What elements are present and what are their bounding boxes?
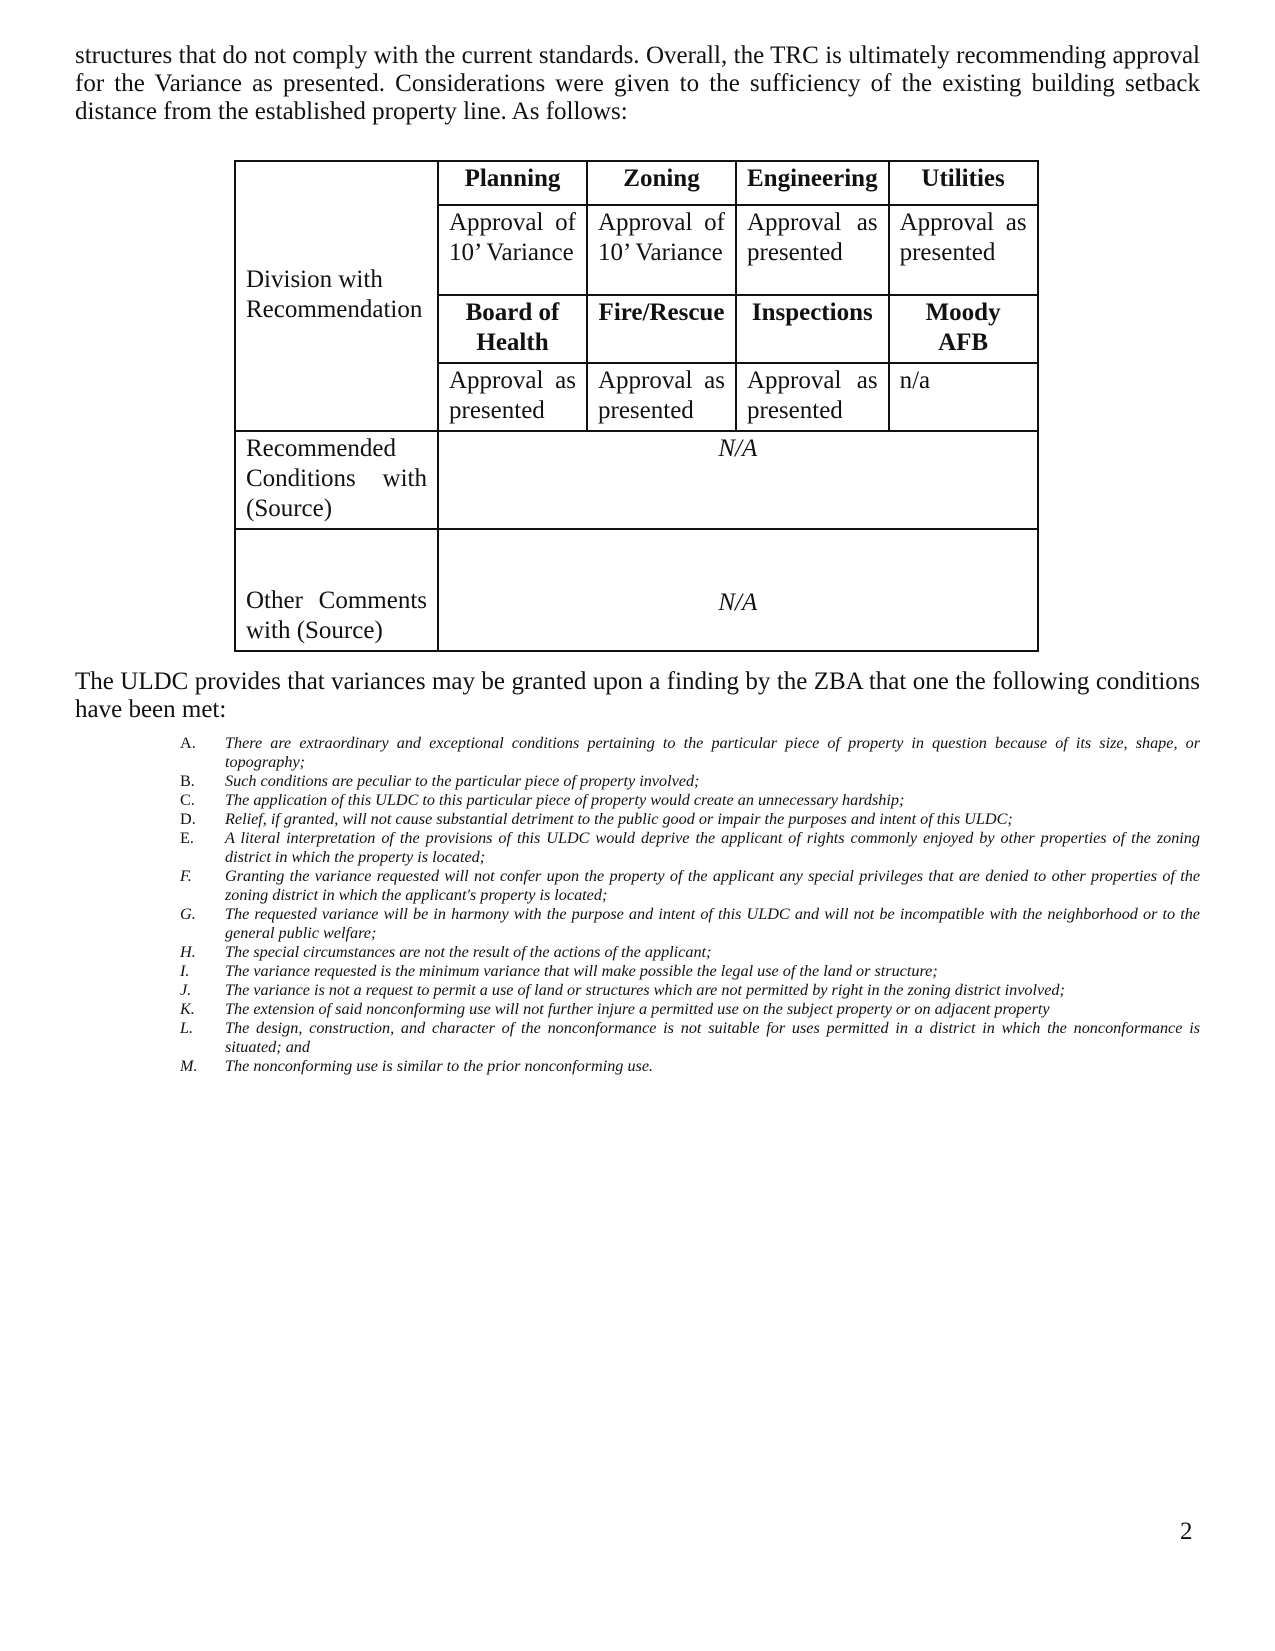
intro-line-1: structures that do not comply with the current standards. Overall, the TRC is ultimately recommending approval xyxy=(75,42,1200,69)
list-letter: E. xyxy=(180,829,194,847)
list-text: The variance is not a request to permit a use of land or structures which are not permitted by right in the zoning district involved; xyxy=(225,981,1065,999)
list-text: Such conditions are peculiar to the particular piece of property involved; xyxy=(225,772,700,790)
other-comments-value: N/A xyxy=(438,529,1038,651)
trc-recommendation-table xyxy=(234,160,1039,652)
list-item xyxy=(180,962,1200,981)
division-with-recommendation-label xyxy=(235,161,438,431)
list-text: Granting the variance requested will not confer upon the property of the applicant any special privileges that are denied to other properties of the zoning district in which the applicant's property is located; xyxy=(225,867,1200,904)
list-item xyxy=(180,1019,1200,1057)
list-letter: A. xyxy=(180,734,196,752)
zoning-value: Approval of 10’ Variance xyxy=(587,205,736,295)
list-item xyxy=(180,791,1200,810)
fire-rescue-value: Approval as presented xyxy=(587,363,736,431)
list-letter: G. xyxy=(180,905,196,923)
list-text: The requested variance will be in harmony with the purpose and intent of this ULDC and will not be incompatible with the neighborhood or to the general public welfare; xyxy=(225,905,1200,942)
uldc-paragraph: The ULDC provides that variances may be granted upon a finding by the ZBA that one the following conditions have been met: xyxy=(75,668,1200,723)
list-letter: B. xyxy=(180,772,195,790)
list-item xyxy=(180,1057,1200,1076)
list-item xyxy=(180,905,1200,943)
list-letter: L. xyxy=(180,1019,194,1037)
list-letter: K. xyxy=(180,1000,195,1018)
planning-header: Planning xyxy=(438,161,587,205)
planning-value: Approval of 10’ Variance xyxy=(438,205,587,295)
list-text: Relief, if granted, will not cause substantial detriment to the public good or impair the purposes and intent of this ULDC; xyxy=(225,810,1013,828)
list-item xyxy=(180,772,1200,791)
list-item xyxy=(180,810,1200,829)
board-of-health-value: Approval as presented xyxy=(438,363,587,431)
division-label-text: Division with Recommendation xyxy=(246,266,423,323)
engineering-value: Approval as presented xyxy=(736,205,889,295)
inspections-header: Inspections xyxy=(736,295,889,363)
conditions-list xyxy=(180,734,1200,1076)
engineering-header: Engineering xyxy=(736,161,889,205)
comments-label-text: Other Comments with (Source) xyxy=(246,587,427,644)
list-text: The special circumstances are not the result of the actions of the applicant; xyxy=(225,943,712,961)
recommended-conditions-label xyxy=(235,431,438,529)
recommended-conditions-value: N/A xyxy=(438,431,1038,529)
board-of-health-header: Board of Health xyxy=(438,295,587,363)
moody-afb-header: Moody AFB xyxy=(889,295,1038,363)
list-item xyxy=(180,981,1200,1000)
fire-rescue-header: Fire/Rescue xyxy=(587,295,736,363)
list-item xyxy=(180,829,1200,867)
list-letter: M. xyxy=(180,1057,198,1075)
utilities-value: Approval as presented xyxy=(889,205,1038,295)
list-text: The variance requested is the minimum variance that will make possible the legal use of the land or structure; xyxy=(225,962,938,980)
list-letter: H. xyxy=(180,943,196,961)
list-letter: I. xyxy=(180,962,190,980)
list-text: There are extraordinary and exceptional conditions pertaining to the particular piece of property in question because of its size, shape, or topography; xyxy=(225,734,1200,771)
inspections-value: Approval as presented xyxy=(736,363,889,431)
list-item xyxy=(180,734,1200,772)
list-item xyxy=(180,867,1200,905)
zoning-header: Zoning xyxy=(587,161,736,205)
list-letter: J. xyxy=(180,981,192,999)
list-letter: D. xyxy=(180,810,196,828)
list-item xyxy=(180,943,1200,962)
intro-line-3: distance from the established property line. As follows: xyxy=(75,98,628,125)
list-text: The nonconforming use is similar to the prior nonconforming use. xyxy=(225,1057,654,1075)
other-comments-label xyxy=(235,529,438,651)
page-number: 2 xyxy=(1180,1518,1193,1545)
list-letter: F. xyxy=(180,867,192,885)
list-item xyxy=(180,1000,1200,1019)
conditions-label-text: Recommended Conditions with (Source) xyxy=(246,435,427,522)
list-letter: C. xyxy=(180,791,195,809)
list-text: The design, construction, and character of the nonconformance is not suitable for uses permitted in a district in which the nonconformance is situated; and xyxy=(225,1019,1200,1056)
intro-paragraph xyxy=(75,42,1200,154)
list-text: The application of this ULDC to this particular piece of property would create an unnecessary hardship; xyxy=(225,791,905,809)
list-text: A literal interpretation of the provisions of this ULDC would deprive the applicant of rights commonly enjoyed by other properties of the zoning district in which the property is located; xyxy=(225,829,1200,866)
list-text: The extension of said nonconforming use will not further injure a permitted use on the subject property or on adjacent property xyxy=(225,1000,1050,1018)
utilities-header: Utilities xyxy=(889,161,1038,205)
intro-line-2: for the Variance as presented. Considerations were given to the sufficiency of the existing building setback xyxy=(75,70,1200,97)
moody-afb-value: n/a xyxy=(889,363,1038,431)
